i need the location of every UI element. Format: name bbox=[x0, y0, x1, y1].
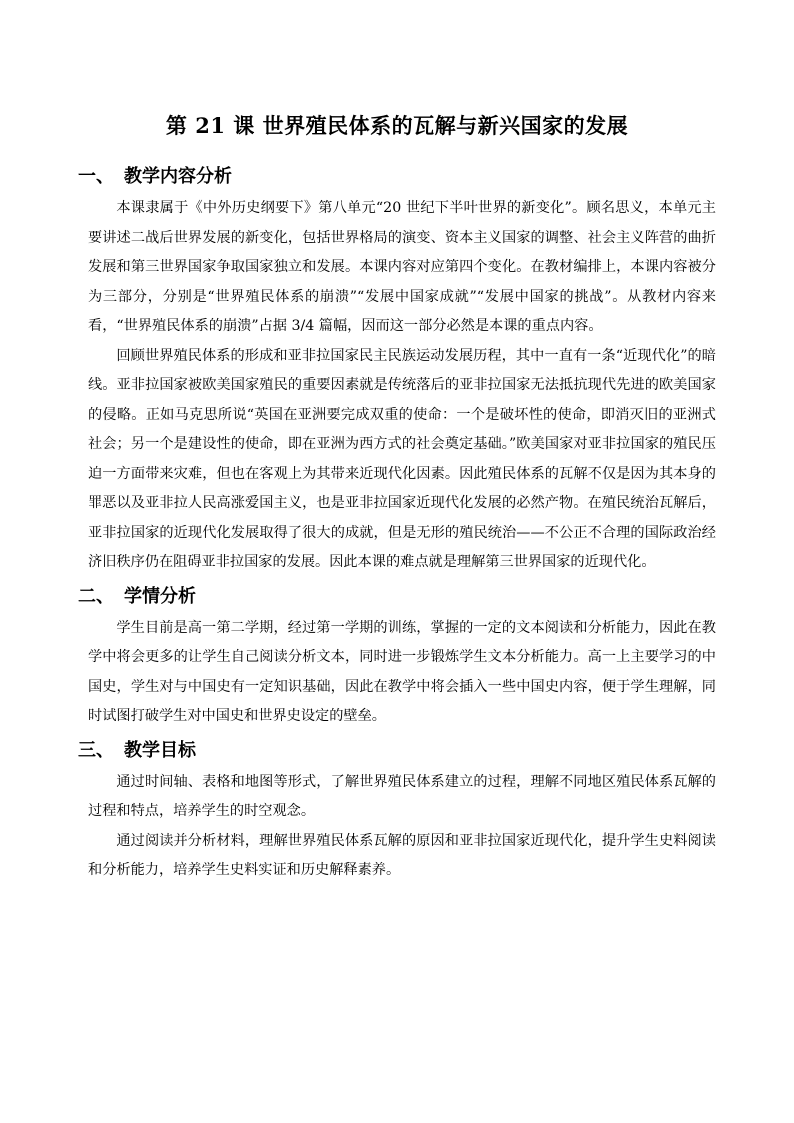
section-heading bbox=[72, 734, 722, 768]
section-heading-text: 教学目标 bbox=[124, 739, 196, 761]
section-heading bbox=[72, 580, 722, 614]
section-number: 二、 bbox=[78, 585, 114, 607]
section-heading-text: 学情分析 bbox=[124, 585, 196, 607]
document-title: 第 21 课 世界殖民体系的瓦解与新兴国家的发展 bbox=[165, 113, 629, 138]
section-number: 三、 bbox=[78, 739, 114, 761]
paragraph: 本课隶属于《中外历史纲要下》第八单元“20 世纪下半叶世界的新变化”。顾名思义，本单元主要讲述二战后世界发展的新变化，包括世界格局的演变、资本主义国家的调整、社会主义阵营的曲折发展和第三世界国家争取国家独立和发展。本课内容对应第四个变化。在教材编排上，本课内容被分为三部分，分别是“世界殖民体系的崩溃”“发展中国家成就”“发展中国家的挑战”。从教材内容来看，“世界殖民体系的崩溃”占据 3/4 篇幅，因而这一部分必然是本课的重点内容。 bbox=[88, 200, 716, 334]
section-content-analysis bbox=[72, 160, 722, 578]
paragraph: 回顾世界殖民体系的形成和亚非拉国家民主民族运动发展历程，其中一直有一条“近现代化”的暗线。亚非拉国家被欧美国家殖民的重要因素就是传统落后的亚非拉国家无法抵抗现代先进的欧美国家的侵略。正如马克思所说“英国在亚洲要完成双重的使命：一个是破坏性的使命，即消灭旧的亚洲式社会；另一个是建设性的使命，即在亚洲为西方式的社会奠定基础。”欧美国家对亚非拉国家的殖民压迫一方面带来灾难，但也在客观上为其带来近现代化因素。因此殖民体系的瓦解不仅是因为其本身的罪恶以及亚非拉人民高涨爱国主义，也是亚非拉国家近现代化发展的必然产物。在殖民统治瓦解后，亚非拉国家的近现代化发展取得了很大的成就，但是无形的殖民统治——不公正不合理的国际政治经济旧秩序仍在阻碍亚非拉国家的发展。因此本课的难点就是理解第三世界国家的近现代化。 bbox=[88, 347, 716, 570]
paragraph: 通过阅读并分析材料，理解世界殖民体系瓦解的原因和亚非拉国家近现代化，提升学生史料阅读和分析能力，培养学生史料实证和历史解释素养。 bbox=[88, 832, 716, 878]
section-student-analysis bbox=[72, 580, 722, 732]
section-heading-text: 教学内容分析 bbox=[124, 166, 232, 187]
section-teaching-goals bbox=[72, 734, 722, 886]
paragraph: 学生目前是高一第二学期，经过第一学期的训练，掌握的一定的文本阅读和分析能力，因此在教学中将会更多的让学生自己阅读分析文本，同时进一步锻炼学生文本分析能力。高一上主要学习的中国史，学生对与中国史有一定知识基础，因此在教学中将会插入一些中国史内容，便于学生理解，同时试图打破学生对中国史和世界史设定的壁垒。 bbox=[88, 619, 716, 724]
paragraph: 通过时间轴、表格和地图等形式，了解世界殖民体系建立的过程，理解不同地区殖民体系瓦解的过程和特点，培养学生的时空观念。 bbox=[88, 773, 716, 819]
section-heading bbox=[72, 160, 722, 194]
section-number: 一、 bbox=[78, 166, 114, 187]
